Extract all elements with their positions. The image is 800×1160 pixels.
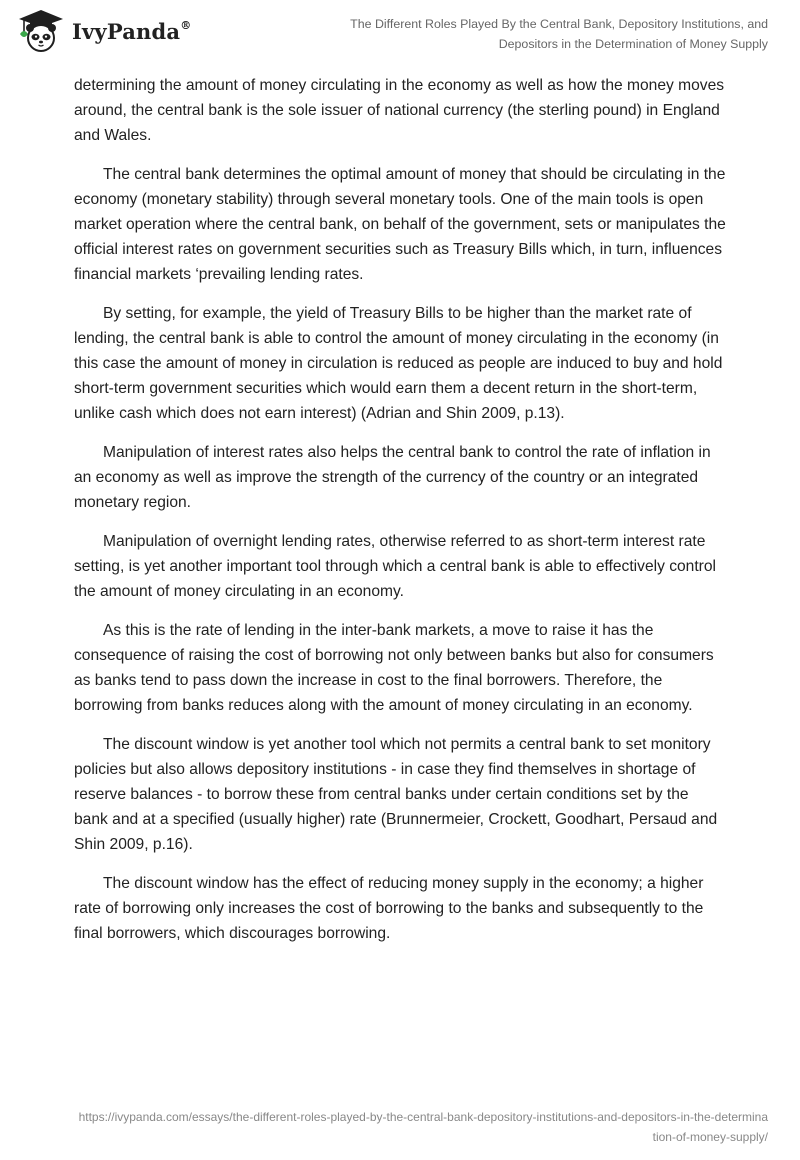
paragraph-3: By setting, for example, the yield of Treasury Bills to be higher than the market rate of lending, the central bank is able to control the amount of money circulating in the economy (in this case the amount of money in circulation is reduced as people are induced to buy and hold short-term government securities which would earn them a decent return in the short-term, unlike cash which does not earn interest) (Adrian and Shin 2009, p.13). — [74, 305, 723, 422]
essay-body — [74, 73, 726, 960]
paragraph-4: Manipulation of interest rates also helps the central bank to control the rate of inflation in an economy as well as improve the strength of the currency of the country or an integrated monetary region. — [74, 444, 711, 511]
paragraph-5: Manipulation of overnight lending rates, otherwise referred to as short-term interest rate setting, is yet another important tool through which a central bank is able to effectively control the amount of money circulating in an economy. — [74, 533, 717, 600]
logo-text: IvyPanda — [72, 18, 181, 44]
logo-wordmark — [72, 19, 191, 44]
paragraph-1: determining the amount of money circulating in the economy as well as how the money moves around, the central bank is the sole issuer of national currency (the sterling pound) in England and Wales. — [74, 77, 725, 144]
document-title: The Different Roles Played By the Central Bank, Depository Institutions, and Depositors in the Determination of Money Supply — [350, 17, 768, 51]
paragraph-8: The discount window has the effect of reducing money supply in the economy; a higher rate of borrowing only increases the cost of borrowing to the banks and subsequently to the final borrowers, which discourages borrowing. — [74, 875, 704, 942]
paragraph-2: The central bank determines the optimal amount of money that should be circulating in the economy (monetary stability) through several monetary tools. One of the main tools is open market operation where the central bank, on behalf of the government, sets or manipulates the official interest rates on government securities such as Treasury Bills which, in turn, influences financial markets ‘prevailing lending rates. — [74, 166, 726, 283]
panda-graduate-icon — [16, 8, 66, 54]
registered-mark: ® — [180, 18, 192, 32]
ivypanda-logo[interactable] — [16, 8, 191, 54]
paragraph-7: The discount window is yet another tool which not permits a central bank to set monitory policies but also allows depository institutions - in case they find themselves in shortage of reserve balances - to borrow these from central banks under certain conditions set by the bank and at a specified (usually higher) rate (Brunnermeier, Crockett, Goodhart, Persaud and Shin 2009, p.16). — [74, 736, 718, 853]
source-url-link[interactable]: https://ivypanda.com/essays/the-different-roles-played-by-the-central-bank-depository-institutions-and-depositors-in-the-determination-of-money-supply/ — [78, 1110, 768, 1144]
page-header — [0, 0, 800, 62]
paragraph-6: As this is the rate of lending in the inter-bank markets, a move to raise it has the consequence of raising the cost of borrowing not only between banks but also for consumers as banks tend to pass down the increase in cost to the final borrowers. Therefore, the borrowing from banks reduces along with the amount of money circulating in an economy. — [74, 622, 714, 714]
